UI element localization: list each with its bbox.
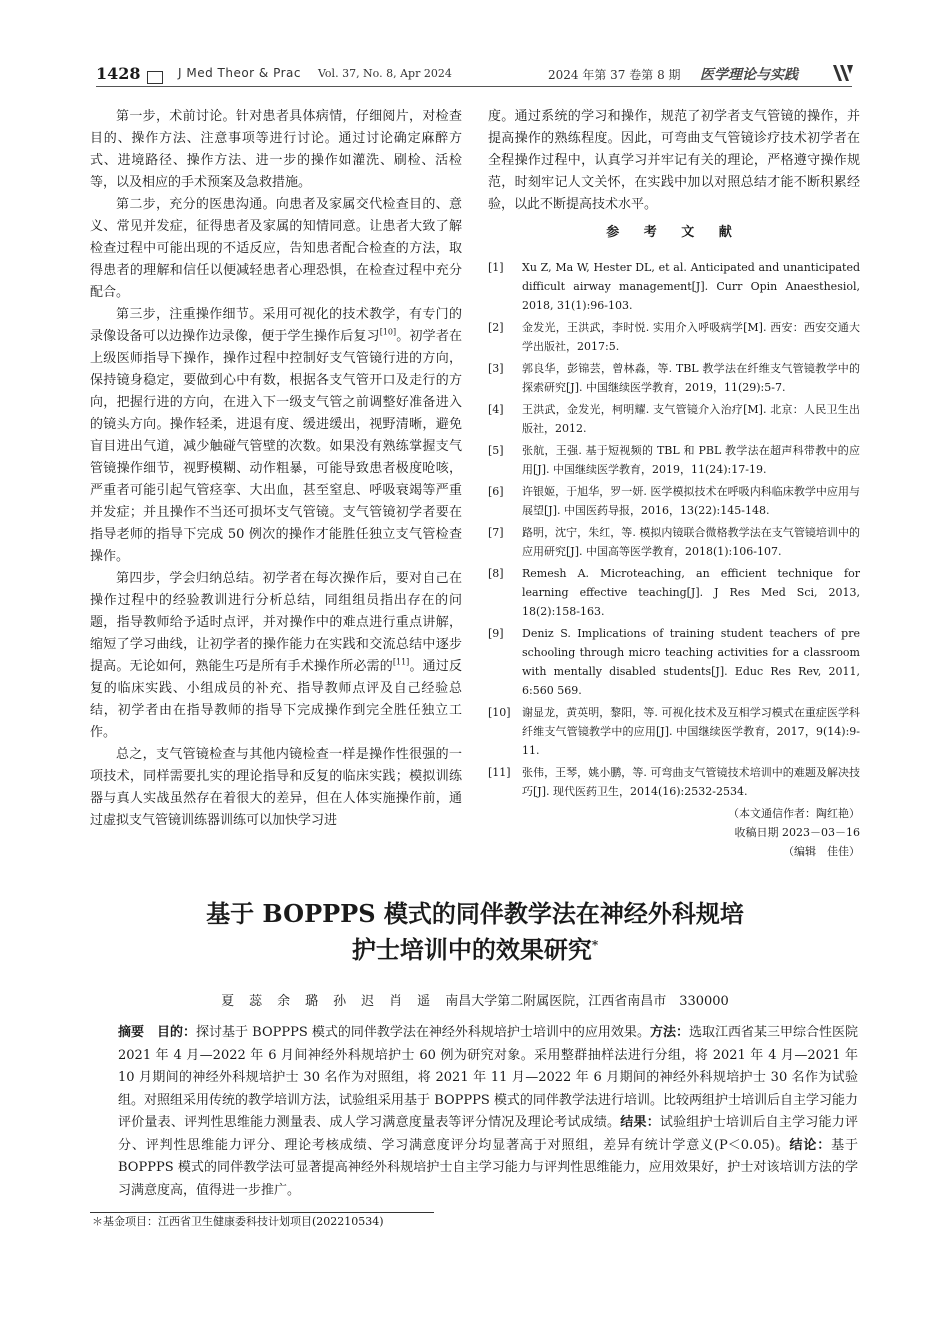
reference-item bbox=[488, 564, 860, 621]
reference-item bbox=[488, 624, 860, 700]
reference-item bbox=[488, 318, 860, 356]
reference-text: 金发光，王洪武，李时悦. 实用介入呼吸病学[M]. 西安：西安交通大学出版社，2017:5. bbox=[522, 321, 860, 353]
conclusion-label: 结论： bbox=[789, 1137, 832, 1153]
reference-item bbox=[488, 523, 860, 561]
paragraph-step-1: 第一步，术前讨论。针对患者具体病情，仔细阅片，对检查目的、操作方法、注意事项等进行讨论。通过讨论确定麻醉方式、进境路径、操作方法、进一步的操作如灌洗、刷检、活检等，以及相应的手术预案及急救措施。 bbox=[90, 109, 462, 190]
journal-name-en: J Med Theor & Prac bbox=[178, 66, 302, 80]
reference-number: [3] bbox=[488, 362, 504, 375]
conclusion-text: 基于 BOPPPS 模式的同伴教学法可显著提高神经外科规培护士自主学习能力与评判性思维能力，应用效果好，护士对该培训方法的学习满意度高，值得进一步推广。 bbox=[118, 1137, 858, 1198]
reference-text: 许银姬，于旭华，罗一妍. 医学模拟技术在呼吸内科临床教学中应用与展望[J]. 中国医药导报，2016，13(22):145-148. bbox=[522, 485, 860, 517]
reference-text: Deniz S. Implications of training student teachers of pre schooling through micro teaching activities for a classroom with mentally disabled students[J]. Educ Res Rev, 2011, 6:560 569. bbox=[522, 627, 860, 697]
title-line-1: 基于 BOPPPS 模式的同伴教学法在神经外科规培 bbox=[206, 899, 744, 928]
editor-note: （编辑 佳佳） bbox=[783, 845, 860, 858]
reference-item bbox=[488, 258, 860, 315]
step-4-text-a: 第四步，学会归纳总结。初学者在每次操作后，要对自己在操作过程中的经验教训进行分析总结，同组组员指出存在的问题，指导教师给予适时点评，并对操作中的难点进行重点讲解，缩短了学习曲线，让初学者的操作能力在实践和交流总结中逐步提高。无论如何，熟能生巧是所有手术操作所必需的 bbox=[90, 571, 462, 674]
title-line-2: 护士培训中的效果研究 bbox=[351, 935, 592, 964]
reference-number: [6] bbox=[488, 485, 504, 498]
method-label: 方法： bbox=[649, 1025, 689, 1040]
article-title bbox=[90, 896, 860, 968]
journal-name-cn: 医学理论与实践 bbox=[700, 67, 798, 83]
title-footnote-mark[interactable]: * bbox=[591, 938, 599, 952]
funding-footnote: ＊基金项目：江西省卫生健康委科技计划项目(202210534) bbox=[92, 1215, 384, 1228]
reference-item bbox=[488, 441, 860, 479]
reference-number: [11] bbox=[488, 766, 511, 779]
reference-item bbox=[488, 359, 860, 397]
reference-text: 谢显龙，黄英明，黎阳，等. 可视化技术及互相学习模式在重症医学科纤维支气管镜教学中的应用[J]. 中国继续医学教育，2017，9(14):9-11. bbox=[522, 706, 860, 757]
objective-label: 目的： bbox=[157, 1025, 197, 1040]
result-label: 结果： bbox=[620, 1115, 660, 1130]
footnote-rule bbox=[90, 1212, 434, 1213]
step-4-text-b: 。通过反复的临床实践、小组成员的补充、指导教师点评及自己经验总结，初学者由在指导教师的指导下完成操作到完全胜任独立工作。 bbox=[90, 659, 462, 740]
received-date: 收稿日期 2023－03－16 bbox=[734, 826, 860, 839]
paragraph-continuation: 度。通过系统的学习和操作，规范了初学者支气管镜的操作，并提高操作的熟练程度。因此，可弯曲支气管镜诊疗技术初学者在全程操作过程中，认真学习并牢记有关的理论，严格遵守操作规范，时刻牢记人文关怀，在实践中加以对照总结才能不断积累经验，以此不断提高技术水平。 bbox=[488, 109, 860, 212]
title-line-2-wrap bbox=[90, 932, 860, 968]
paragraph-step-3 bbox=[90, 304, 462, 568]
reference-text: 路明，沈宁，朱红，等. 模拟内镜联合微格教学法在支气管镜培训中的应用研究[J]. 中国高等医学教育，2018(1):106-107. bbox=[522, 526, 860, 558]
paragraph-step-2: 第二步，充分的医患沟通。向患者及家属交代检查目的、意义、常见并发症，征得患者及家属的知情同意。让患者大致了解检查过程中可能出现的不适反应，告知患者配合检查的方法，取得患者的理解和信任以便减轻患者心理恐惧，在检查过程中充分配合。 bbox=[90, 197, 462, 300]
step-3-text-b: 。初学者在上级医师指导下操作，操作过程中控制好支气管镜行进的方向，保持镜身稳定，要做到心中有数，根据各支气管开口及走行的方向，把握行进的方向，在进入下一级支气管之前调整好准备进入的镜头方向。操作轻柔，进退有度、缓进缓出，视野清晰，避免盲目进出气道，减少触碰气管壁的次数。如果没有熟练掌握支气管镜操作细节，视野模糊、动作粗暴，可能导致患者极度呛咳，严重者可能引起气管痉挛、大出血，甚至窒息、呼吸衰竭等严重并发症；并且操作不当还可损坏支气管镜。支气管镜初学者要在指导老师的指导下完成 50 例次的操作才能胜任独立支气管检查操作。 bbox=[90, 329, 462, 564]
reference-text: Xu Z, Ma W, Hester DL, et al. Anticipated and unanticipated difficult airway management[J]. Curr Opin Anaesthesiol, 2018, 31(1):96-103. bbox=[522, 261, 860, 312]
page-number: 1428 bbox=[96, 64, 141, 83]
reference-text: Remesh A. Microteaching, an efficient technique for learning effective teaching[J]. J Res Med Sci, 2013, 18(2):158-163. bbox=[522, 567, 860, 618]
reference-number: [5] bbox=[488, 444, 504, 457]
reference-item bbox=[488, 482, 860, 520]
reference-list bbox=[488, 258, 860, 801]
reference-number: [8] bbox=[488, 567, 504, 580]
correspondence-note: （本文通信作者：陶红艳） bbox=[728, 807, 860, 820]
affiliation: 南昌大学第二附属医院，江西省南昌市 330000 bbox=[445, 994, 729, 1009]
citation-10[interactable]: [10] bbox=[379, 327, 397, 337]
volume-info: Vol. 37, No. 8, Apr 2024 bbox=[318, 67, 452, 80]
abstract bbox=[118, 1022, 858, 1202]
reference-number: [7] bbox=[488, 526, 504, 539]
reference-number: [1] bbox=[488, 261, 504, 274]
reference-text: 郭良华，彭锦芸，曾林淼，等. TBL 教学法在纤维支气管镜教学中的探索研究[J]. 中国继续医学教育，2019，11(29):5-7. bbox=[522, 362, 860, 394]
left-column bbox=[90, 106, 462, 832]
result-text: 试验组护士培训后自主学习能力评分、评判性思维能力评分、理论考核成绩、学习满意度评分均显著高于对照组，差异有统计学意义(P＜0.05)。 bbox=[118, 1115, 858, 1153]
paragraph-step-4 bbox=[90, 568, 462, 744]
reference-text: 张航，王强. 基于短视频的 TBL 和 PBL 教学法在超声科带教中的应用[J]. 中国继续医学教育，2019，11(24):17-19. bbox=[522, 444, 860, 476]
reference-text: 张伟，王琴，姚小鹏，等. 可弯曲支气管镜技术培训中的难题及解决技巧[J]. 现代医药卫生，2014(16):2532-2534. bbox=[522, 766, 860, 798]
reference-number: [9] bbox=[488, 627, 504, 640]
step-3-text-a: 第三步，注重操作细节。采用可视化的技术教学，有专门的录像设备可以边操作边录像，便于学生操作后复习 bbox=[90, 307, 462, 344]
citation-11[interactable]: [11] bbox=[392, 657, 410, 667]
author-line bbox=[90, 990, 860, 1009]
reference-item bbox=[488, 763, 860, 801]
abstract-label: 摘要 bbox=[118, 1025, 145, 1040]
method-text: 选取江西省某三甲综合性医院 2021 年 4 月—2022 年 6 月间神经外科规培护士 60 例为研究对象。采用整群抽样法进行分组，将 2021 年 4 月—2021 年 10 月期间的神经外科规培护士 30 名作为对照组，将 2021 年 11 月—2022 年 6 月期间的神经外科规培护士 30 名作为试验组。对照组采用传统的教学培训方法，试验组采用基于 BOPPPS 模式的同伴教学法进行培训。比较两组护士培训后自主学习能力评价量表、评判性思维能力测量表、成人学习满意度量表等评分情况及理论考试成绩。 bbox=[118, 1025, 858, 1130]
header-box-icon bbox=[147, 71, 163, 84]
paragraph-summary: 总之，支气管镜检查与其他内镜检查一样是操作性很强的一项技术，同样需要扎实的理论指导和反复的临床实践；模拟训练器与真人实战虽然存在着很大的差异，但在人体实施操作前，通过虚拟支气管镜训练器训练可以加快学习进 bbox=[90, 747, 462, 828]
reference-item bbox=[488, 703, 860, 760]
journal-logo-icon bbox=[832, 64, 854, 82]
volume-info-cn: 2024 年第 37 卷第 8 期 bbox=[548, 68, 681, 82]
authors: 夏 蕊 余 璐 孙 迟 肖 遥 bbox=[221, 994, 432, 1009]
reference-item bbox=[488, 400, 860, 438]
reference-number: [10] bbox=[488, 706, 511, 719]
objective-text: 探讨基于 BOPPPS 模式的同伴教学法在神经外科规培护士培训中的应用效果。 bbox=[196, 1025, 650, 1040]
reference-number: [2] bbox=[488, 321, 504, 334]
reference-text: 王洪武，金发光，柯明耀. 支气管镜介入治疗[M]. 北京：人民卫生出版社，2012. bbox=[522, 403, 860, 435]
right-column bbox=[488, 106, 860, 861]
references-heading: 参 考 文 献 bbox=[606, 225, 742, 240]
header-rule bbox=[96, 86, 852, 87]
reference-number: [4] bbox=[488, 403, 504, 416]
